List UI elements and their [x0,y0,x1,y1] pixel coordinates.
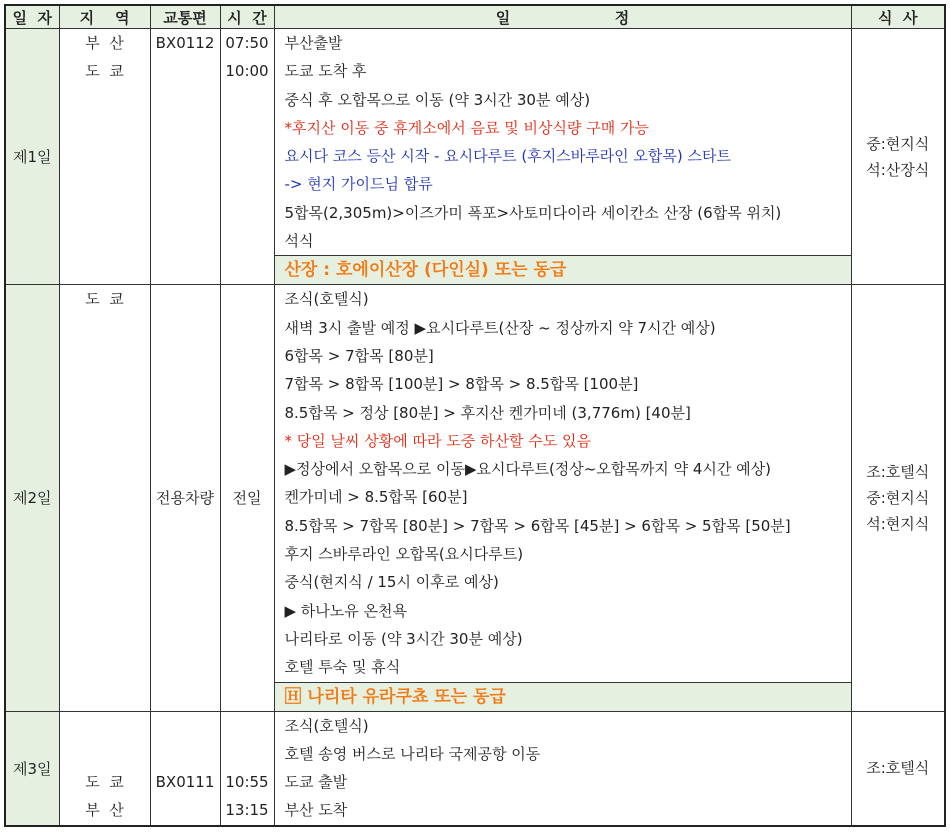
day-3-time-2 [221,740,274,768]
schedule-note-red: * 당일 날씨 상황에 따라 도중 하산할 수도 있음 [284,431,591,450]
day-1-time [220,29,274,285]
day-2-transport: 전용차량 [150,285,220,711]
header-day: 일 자 [5,5,59,29]
day-2-region-1: 도 쿄 [85,290,124,309]
schedule-note-blue: -> 현지 가이드님 합류 [284,175,433,194]
day-3-region-1 [60,712,150,740]
day-3-meal-1: 조:호텔식 [866,759,930,778]
day-3-time-4: 13:15 [225,801,269,820]
day-3-transport [150,711,220,826]
day-3-region [59,711,150,826]
day-1-transport-1: BX0112 [155,34,215,52]
schedule-line: 도쿄 출발 [284,773,348,792]
day-1-schedule [274,29,851,285]
day-1-region [59,29,150,285]
schedule-line: 조식(호텔식) [284,290,369,309]
day-1-transport [150,29,220,285]
header-meal: 식 사 [851,5,945,29]
day-1-time-1: 07:50 [225,34,269,52]
schedule-note-blue: 요시다 코스 등산 시작 - 요시다루트 (후지스바루라인 오합목) 스타트 [284,147,731,166]
schedule-line: 호텔 투숙 및 휴식 [284,658,401,677]
schedule-line: 후지 스바루라인 오합목(요시다루트) [284,545,524,564]
day-2-meals [851,285,945,711]
day-3-region-3: 도 쿄 [85,773,124,792]
header-schedule: 일 정 [274,5,851,29]
day-2-lodging: 🄷 나리타 유라쿠쵸 또는 동급 [275,682,851,711]
schedule-line: 중식(현지식 / 15시 이후로 예상) [284,573,499,592]
schedule-line: 부산 도착 [284,801,348,820]
day-1-meal-2: 석:산장식 [866,160,930,179]
day-1-lodging: 산장 : 호에이산장 (다인실) 또는 동급 [275,255,851,284]
schedule-line: 6합목 > 7합목 [80분] [284,346,434,365]
schedule-line: ▶ 하나노유 온천욕 [284,601,408,620]
day-1-label: 제1일 [5,29,59,285]
day-3-transport-4 [151,796,220,824]
schedule-line: 7합목 > 8합목 [100분] > 8합목 > 8.5합목 [100분] [284,375,639,394]
day-3-time-1 [221,712,274,740]
day-3-time [220,711,274,826]
schedule-line: 조식(호텔식) [284,716,369,735]
schedule-line: 중식 후 오합목으로 이동 (약 3시간 30분 예상) [284,90,591,109]
day-3-label: 제3일 [5,711,59,826]
day-2-row [5,285,945,711]
day-3-transport-1 [151,712,220,740]
day-3-schedule [274,711,851,826]
schedule-line: 나리타로 이동 (약 3시간 30분 예상) [284,629,523,648]
day-2-schedule [274,285,851,711]
day-3-region-2 [60,740,150,768]
itinerary-table [4,4,946,827]
day-2-meal-2: 중:현지식 [866,488,930,507]
day-2-meal-3: 석:현지식 [866,514,930,533]
day-3-meals [851,711,945,826]
header-transport: 교통편 [150,5,220,29]
day-3-region-4: 부 산 [85,801,124,820]
day-1-meal-1: 중:현지식 [866,134,930,153]
day-2-region [59,285,150,711]
day-3-time-3: 10:55 [225,773,269,792]
schedule-line: 석식 [284,232,314,251]
day-1-region-2: 도 쿄 [85,62,124,81]
day-3-row [5,711,945,826]
schedule-line: ▶정상에서 오합목으로 이동▶요시다루트(정상~오합목까지 약 4시간 예상) [284,460,771,479]
day-1-time-2: 10:00 [225,62,269,81]
day-1-region-1: 부 산 [85,34,124,52]
schedule-line: 8.5합목 > 정상 [80분] > 후지산 켄가미네 (3,776m) [40분] [284,403,691,422]
schedule-line: 새벽 3시 출발 예정 ▶요시다루트(산장 ~ 정상까지 약 7시간 예상) [284,318,716,337]
header-row [5,5,945,29]
header-time: 시 간 [220,5,274,29]
schedule-line: 호텔 송영 버스로 나리타 국제공항 이동 [284,744,541,763]
day-3-transport-2 [151,740,220,768]
schedule-line: 8.5합목 > 7합목 [80분] > 7합목 > 6합목 [45분] > 6합목 > 5합목 [50분] [284,516,791,535]
day-2-meal-1: 조:호텔식 [866,462,930,481]
day-1-row [5,29,945,285]
day-3-transport-3: BX0111 [155,773,215,792]
day-2-label: 제2일 [5,285,59,711]
schedule-note-red: *후지산 이동 중 휴게소에서 음료 및 비상식량 구매 가능 [284,118,649,137]
day-2-time: 전일 [220,285,274,711]
header-region: 지 역 [59,5,150,29]
schedule-line: 5합목(2,305m)>이즈가미 폭포>사토미다이라 세이칸소 산장 (6합목 위치) [284,203,782,222]
schedule-line: 부산출발 [284,34,343,52]
schedule-line: 도쿄 도착 후 [284,62,367,81]
schedule-line: 켄가미네 > 8.5합목 [60분] [284,488,468,507]
day-1-meals [851,29,945,285]
